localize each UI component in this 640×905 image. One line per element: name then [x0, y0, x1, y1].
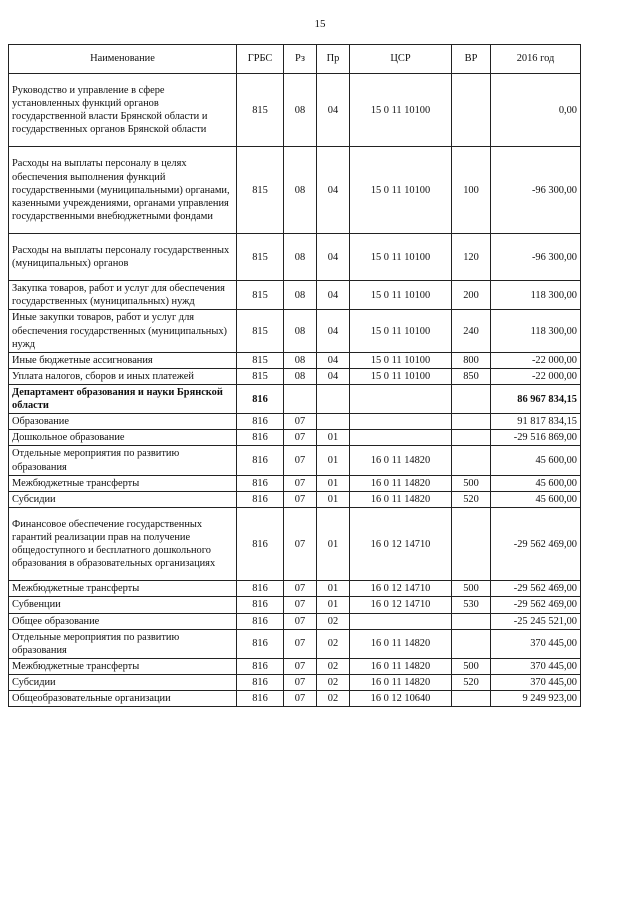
table-row [9, 233, 581, 280]
cell-amount: -29 516 869,00 [491, 430, 581, 446]
cell-rz: 07 [284, 613, 317, 629]
cell-csr: 16 0 12 14710 [350, 507, 452, 580]
cell-csr: 16 0 11 14820 [350, 629, 452, 658]
cell-grbs: 816 [237, 475, 284, 491]
cell-grbs: 816 [237, 384, 284, 413]
cell-name: Образование [9, 414, 237, 430]
cell-vr [452, 384, 491, 413]
cell-vr [452, 430, 491, 446]
cell-pr: 04 [317, 147, 350, 234]
cell-grbs: 815 [237, 310, 284, 352]
cell-rz: 07 [284, 414, 317, 430]
cell-grbs: 815 [237, 233, 284, 280]
cell-amount: 45 600,00 [491, 475, 581, 491]
cell-name: Субвенции [9, 597, 237, 613]
cell-amount: 86 967 834,15 [491, 384, 581, 413]
cell-name: Руководство и управление в сфере установленных функций органов государственной власти Брянской области и государственных органов Брянской области [9, 74, 237, 147]
table-row [9, 475, 581, 491]
cell-name: Финансовое обеспечение государственных гарантий реализации прав на получение общедоступного и бесплатного дошкольного образования в образовательных организациях [9, 507, 237, 580]
cell-name: Иные закупки товаров, работ и услуг для обеспечения государственных (муниципальных) нужд [9, 310, 237, 352]
cell-rz [284, 384, 317, 413]
cell-amount: -96 300,00 [491, 147, 581, 234]
cell-grbs: 815 [237, 74, 284, 147]
cell-pr: 01 [317, 581, 350, 597]
cell-amount: 370 445,00 [491, 629, 581, 658]
cell-name: Отдельные мероприятия по развитию образования [9, 446, 237, 475]
cell-amount: 370 445,00 [491, 658, 581, 674]
cell-grbs: 816 [237, 674, 284, 690]
cell-grbs: 816 [237, 629, 284, 658]
cell-rz: 08 [284, 233, 317, 280]
table-row [9, 74, 581, 147]
cell-pr: 02 [317, 674, 350, 690]
cell-amount: 45 600,00 [491, 446, 581, 475]
cell-name: Иные бюджетные ассигнования [9, 352, 237, 368]
cell-rz: 07 [284, 581, 317, 597]
cell-pr: 04 [317, 368, 350, 384]
cell-amount: -22 000,00 [491, 352, 581, 368]
cell-vr: 520 [452, 491, 491, 507]
cell-amount: -22 000,00 [491, 368, 581, 384]
cell-amount: -25 245 521,00 [491, 613, 581, 629]
cell-vr: 850 [452, 368, 491, 384]
cell-vr: 500 [452, 475, 491, 491]
header-rz: Рз [284, 45, 317, 74]
cell-pr: 01 [317, 491, 350, 507]
cell-rz: 07 [284, 430, 317, 446]
cell-csr: 16 0 11 14820 [350, 674, 452, 690]
cell-csr: 15 0 11 10100 [350, 233, 452, 280]
cell-name: Субсидии [9, 491, 237, 507]
table-row [9, 491, 581, 507]
cell-grbs: 816 [237, 414, 284, 430]
cell-grbs: 816 [237, 430, 284, 446]
cell-grbs: 815 [237, 368, 284, 384]
cell-name: Межбюджетные трансферты [9, 475, 237, 491]
table-row [9, 281, 581, 310]
cell-grbs: 816 [237, 446, 284, 475]
cell-csr [350, 384, 452, 413]
table-row [9, 629, 581, 658]
cell-grbs: 816 [237, 507, 284, 580]
cell-rz: 07 [284, 475, 317, 491]
table-row [9, 147, 581, 234]
cell-vr: 800 [452, 352, 491, 368]
cell-pr: 01 [317, 430, 350, 446]
cell-vr [452, 629, 491, 658]
cell-amount: 118 300,00 [491, 281, 581, 310]
table-header-row [9, 45, 581, 74]
cell-amount: 0,00 [491, 74, 581, 147]
table-row [9, 368, 581, 384]
cell-rz: 07 [284, 507, 317, 580]
cell-vr [452, 414, 491, 430]
header-name: Наименование [9, 45, 237, 74]
cell-vr: 120 [452, 233, 491, 280]
table-row [9, 658, 581, 674]
cell-amount: -96 300,00 [491, 233, 581, 280]
cell-csr: 15 0 11 10100 [350, 281, 452, 310]
cell-pr: 02 [317, 629, 350, 658]
cell-vr: 520 [452, 674, 491, 690]
header-vr: ВР [452, 45, 491, 74]
cell-rz: 08 [284, 281, 317, 310]
cell-vr [452, 446, 491, 475]
page-number: 15 [314, 18, 326, 30]
table-row [9, 613, 581, 629]
cell-name: Общеобразовательные организации [9, 691, 237, 707]
cell-vr [452, 74, 491, 147]
header-pr: Пр [317, 45, 350, 74]
cell-rz: 08 [284, 74, 317, 147]
cell-vr: 500 [452, 658, 491, 674]
cell-grbs: 816 [237, 691, 284, 707]
cell-amount: 370 445,00 [491, 674, 581, 690]
cell-name: Отдельные мероприятия по развитию образования [9, 629, 237, 658]
cell-name: Департамент образования и науки Брянской области [9, 384, 237, 413]
header-grbs: ГРБС [237, 45, 284, 74]
cell-vr: 530 [452, 597, 491, 613]
cell-csr: 16 0 11 14820 [350, 446, 452, 475]
cell-rz: 07 [284, 691, 317, 707]
cell-rz: 07 [284, 491, 317, 507]
cell-grbs: 816 [237, 597, 284, 613]
cell-rz: 07 [284, 446, 317, 475]
cell-vr: 500 [452, 581, 491, 597]
table-row [9, 352, 581, 368]
cell-csr [350, 613, 452, 629]
cell-grbs: 815 [237, 281, 284, 310]
cell-pr: 04 [317, 352, 350, 368]
cell-pr: 01 [317, 446, 350, 475]
cell-csr: 15 0 11 10100 [350, 310, 452, 352]
cell-pr: 01 [317, 475, 350, 491]
table-row [9, 581, 581, 597]
cell-vr: 240 [452, 310, 491, 352]
header-year: 2016 год [491, 45, 581, 74]
cell-name: Субсидии [9, 674, 237, 690]
cell-rz: 08 [284, 368, 317, 384]
cell-amount: -29 562 469,00 [491, 597, 581, 613]
cell-pr: 02 [317, 691, 350, 707]
cell-vr: 100 [452, 147, 491, 234]
cell-name: Закупка товаров, работ и услуг для обеспечения государственных (муниципальных) нужд [9, 281, 237, 310]
cell-grbs: 816 [237, 658, 284, 674]
cell-csr: 16 0 12 14710 [350, 581, 452, 597]
cell-amount: 91 817 834,15 [491, 414, 581, 430]
cell-grbs: 815 [237, 352, 284, 368]
cell-rz: 07 [284, 658, 317, 674]
cell-vr [452, 507, 491, 580]
cell-rz: 07 [284, 629, 317, 658]
table-row [9, 384, 581, 413]
cell-csr: 15 0 11 10100 [350, 147, 452, 234]
cell-pr: 04 [317, 74, 350, 147]
cell-vr: 200 [452, 281, 491, 310]
table-row [9, 691, 581, 707]
cell-rz: 08 [284, 352, 317, 368]
cell-pr: 01 [317, 507, 350, 580]
cell-rz: 08 [284, 147, 317, 234]
cell-pr: 02 [317, 658, 350, 674]
cell-name: Дошкольное образование [9, 430, 237, 446]
cell-amount: -29 562 469,00 [491, 507, 581, 580]
cell-csr: 16 0 11 14820 [350, 658, 452, 674]
cell-pr: 04 [317, 281, 350, 310]
cell-csr: 16 0 11 14820 [350, 491, 452, 507]
cell-name: Уплата налогов, сборов и иных платежей [9, 368, 237, 384]
cell-pr [317, 384, 350, 413]
cell-amount: 9 249 923,00 [491, 691, 581, 707]
cell-csr: 15 0 11 10100 [350, 368, 452, 384]
cell-pr: 04 [317, 310, 350, 352]
cell-name: Общее образование [9, 613, 237, 629]
cell-vr [452, 613, 491, 629]
cell-pr: 04 [317, 233, 350, 280]
table-row [9, 507, 581, 580]
table-row [9, 446, 581, 475]
cell-grbs: 816 [237, 581, 284, 597]
table-row [9, 597, 581, 613]
cell-pr: 02 [317, 613, 350, 629]
budget-table [8, 44, 581, 707]
table-row [9, 674, 581, 690]
cell-pr [317, 414, 350, 430]
header-csr: ЦСР [350, 45, 452, 74]
cell-name: Межбюджетные трансферты [9, 658, 237, 674]
cell-amount: 45 600,00 [491, 491, 581, 507]
cell-name: Межбюджетные трансферты [9, 581, 237, 597]
cell-csr [350, 430, 452, 446]
cell-csr: 15 0 11 10100 [350, 352, 452, 368]
cell-amount: 118 300,00 [491, 310, 581, 352]
cell-rz: 07 [284, 597, 317, 613]
cell-csr: 16 0 12 10640 [350, 691, 452, 707]
cell-grbs: 816 [237, 491, 284, 507]
cell-csr: 15 0 11 10100 [350, 74, 452, 147]
table-row [9, 414, 581, 430]
cell-csr [350, 414, 452, 430]
table-row [9, 310, 581, 352]
cell-name: Расходы на выплаты персоналу государственных (муниципальных) органов [9, 233, 237, 280]
cell-csr: 16 0 12 14710 [350, 597, 452, 613]
cell-name: Расходы на выплаты персоналу в целях обеспечения выполнения функций государственными (муниципальными) органами, казенными учреждениями, органами управления государственными внебюджетными фондами [9, 147, 237, 234]
cell-rz: 07 [284, 674, 317, 690]
cell-vr [452, 691, 491, 707]
cell-grbs: 815 [237, 147, 284, 234]
cell-csr: 16 0 11 14820 [350, 475, 452, 491]
cell-pr: 01 [317, 597, 350, 613]
cell-grbs: 816 [237, 613, 284, 629]
table-row [9, 430, 581, 446]
cell-amount: -29 562 469,00 [491, 581, 581, 597]
cell-rz: 08 [284, 310, 317, 352]
